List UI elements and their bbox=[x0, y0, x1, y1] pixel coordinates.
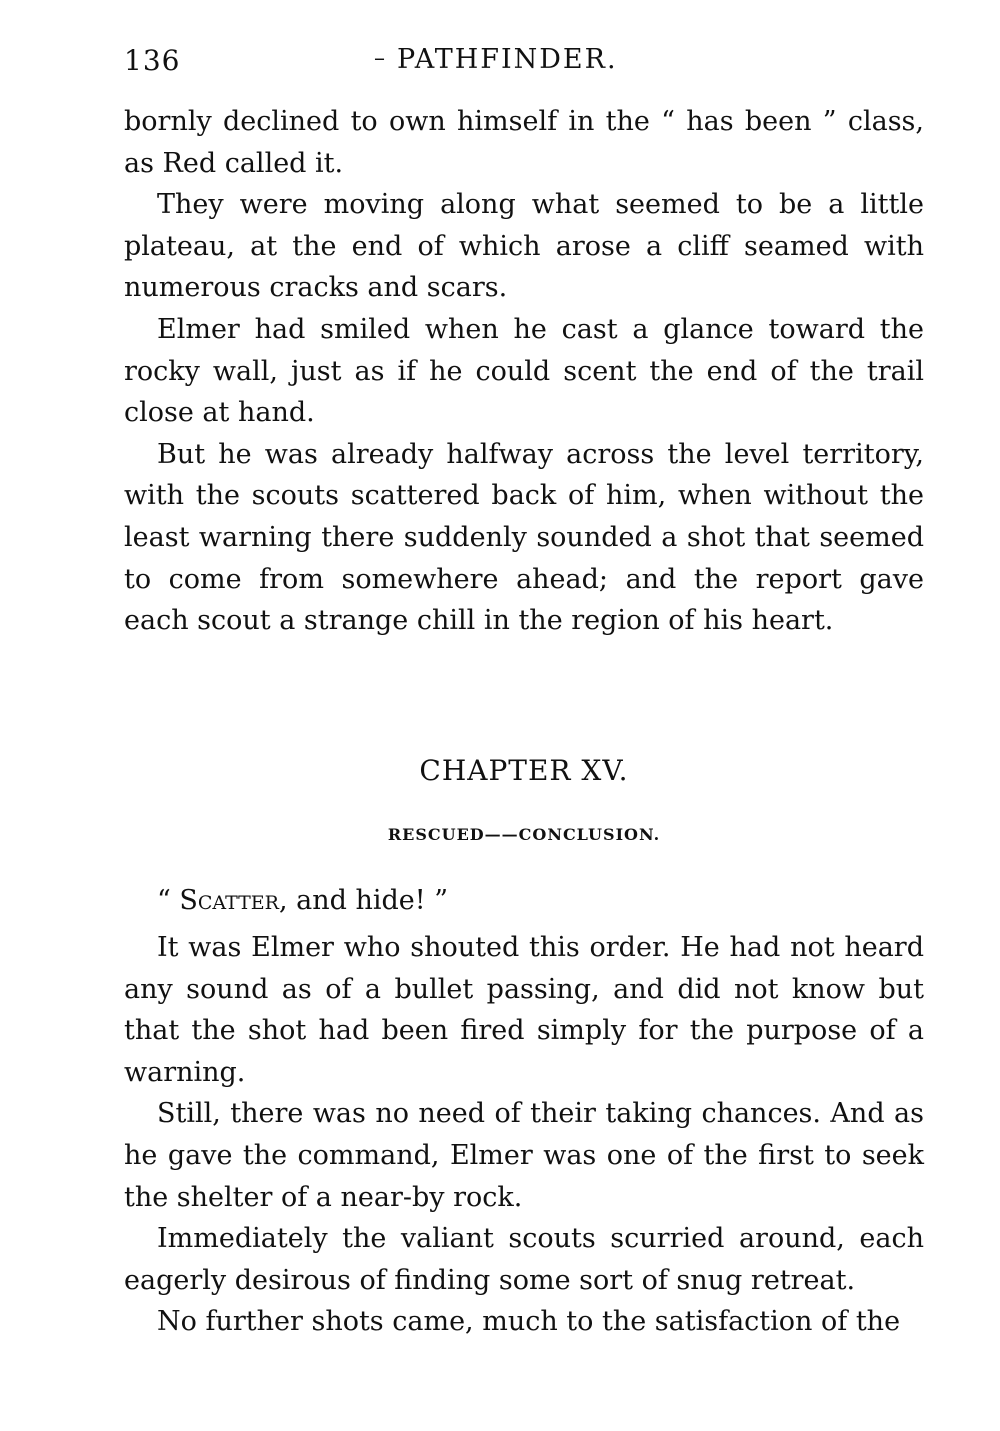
running-title bbox=[374, 44, 618, 75]
paragraph: Elmer had smiled when he cast a glance toward the rocky wall, just as if he could scent the end of the trail close at hand. bbox=[124, 313, 924, 429]
chapter-title: RESCUED——CONCLUSION. bbox=[387, 825, 661, 844]
paragraph: It was Elmer who shouted this order. He had not heard any sound as of a bullet passing, and did not know but that the shot had been fired simply for the purpose of a warning. bbox=[124, 932, 924, 1088]
page-number: 136 bbox=[124, 44, 181, 77]
paragraph: But he was already halfway across the level territory, with the scouts scattered back of him, when without the least warning there suddenly sounded a shot that seemed to come from somewhere ahead; and the report gave each scout a strange chill in the region of his heart. bbox=[124, 438, 924, 637]
paragraph: No further shots came, much to the satisfaction of the bbox=[157, 1306, 901, 1338]
running-title-text: PATHFINDER. bbox=[397, 44, 618, 75]
dash-ornament: – bbox=[374, 46, 387, 71]
paragraph: bornly declined to own himself in the “ has been ” class, as Red called it. bbox=[124, 106, 924, 179]
body-text-chapter bbox=[124, 927, 924, 1343]
page-header bbox=[124, 44, 924, 84]
chapter-heading: CHAPTER XV. bbox=[419, 754, 629, 787]
small-caps-word: Scatter bbox=[179, 885, 279, 916]
opening-rest: , and hide! ” bbox=[278, 885, 449, 916]
book-page bbox=[124, 0, 924, 1431]
opening-line bbox=[157, 885, 448, 916]
body-text-top bbox=[124, 101, 924, 642]
paragraph: Immediately the valiant scouts scurried around, each eagerly desirous of finding some sort of snug retreat. bbox=[124, 1223, 924, 1296]
paragraph: They were moving along what seemed to be a little plateau, at the end of which arose a cliff seamed with numerous cracks and scars. bbox=[124, 189, 924, 304]
paragraph: Still, there was no need of their taking chances. And as he gave the command, Elmer was one of the first to seek the shelter of a near-by rock. bbox=[124, 1098, 924, 1213]
open-quote: “ bbox=[157, 885, 180, 916]
